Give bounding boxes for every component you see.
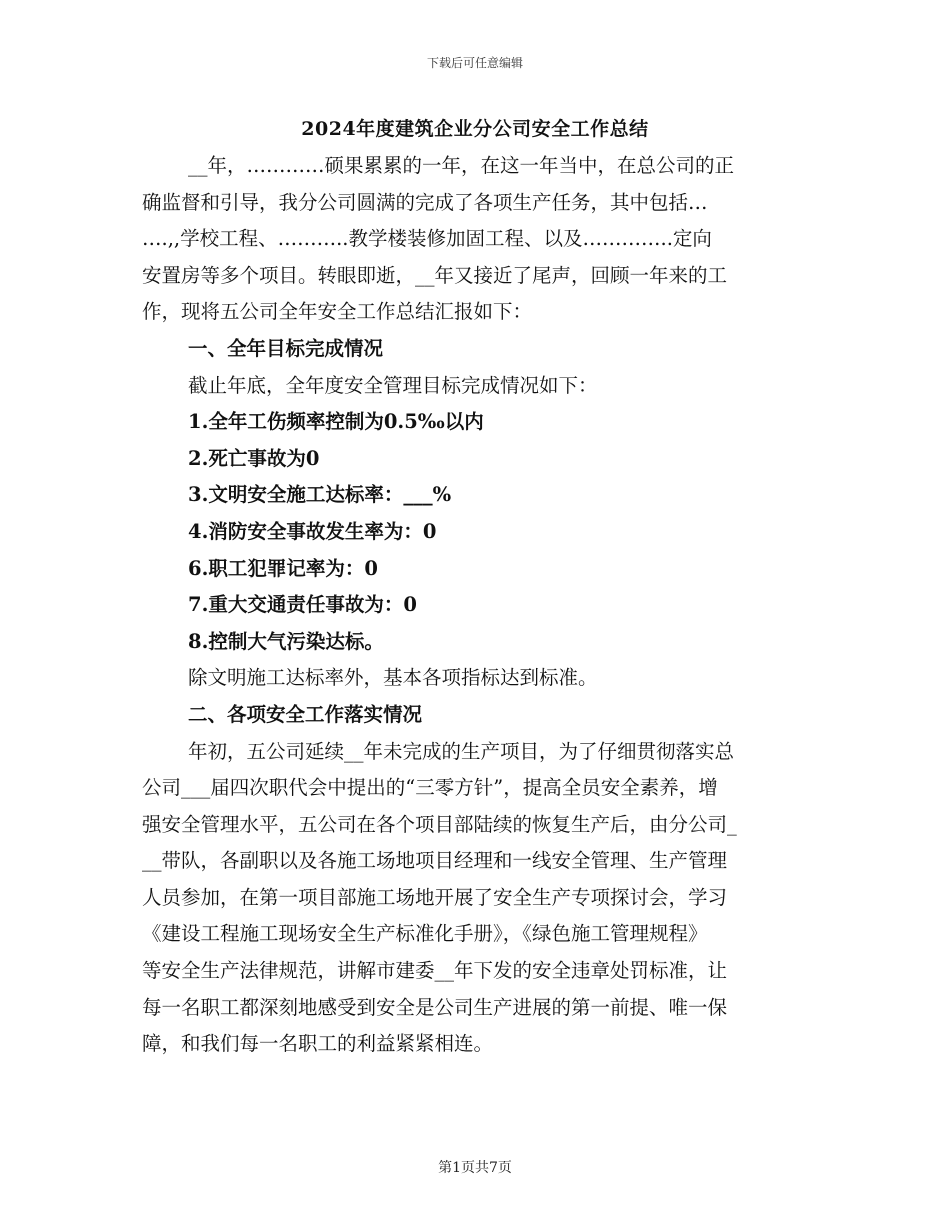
- paragraph-line: 人员参加，在第一项目部施工场地开展了安全生产专项探讨会，学习: [142, 885, 728, 909]
- paragraph-line: ….,,学校工程、………..教学楼装修加固工程、以及…………..定向: [142, 227, 712, 251]
- paragraph-line: 每一名职工都深刻地感受到安全是公司生产进展的第一前提、唯一保: [142, 995, 728, 1019]
- paragraph-line: 公司___届四次职代会中提出的“三零方针”，提高全员安全素养，增: [142, 776, 718, 800]
- target-list-item: 8.控制大气污染达标。: [188, 629, 384, 653]
- paragraph-line: 等安全生产法律规范，讲解市建委__年下发的安全违章处罚标准，让: [142, 959, 728, 983]
- target-list-item: 4.消防安全事故发生率为：0: [188, 519, 437, 543]
- page-number: 第1页共7页: [438, 1160, 512, 1176]
- page-header-note: 下载后可任意编辑: [426, 56, 523, 70]
- document-title: 2024年度建筑企业分公司安全工作总结: [301, 118, 649, 140]
- paragraph-line: 截止年底，全年度安全管理目标完成情况如下：: [188, 373, 598, 397]
- paragraph-line: 《建设工程施工现场安全生产标准化手册》，《绿色施工管理规程》: [142, 922, 708, 946]
- target-list-item: 3.文明安全施工达标率：___%: [188, 483, 452, 507]
- target-list-item: 6.职工犯罪记率为：0: [188, 556, 378, 580]
- paragraph-line: 障，和我们每一名职工的利益紧紧相连。: [142, 1032, 494, 1056]
- paragraph-line: __带队，各副职以及各施工场地项目经理和一线安全管理、生产管理: [142, 849, 728, 873]
- section-heading: 二、各项安全工作落实情况: [188, 702, 423, 726]
- paragraph-line: 除文明施工达标率外，基本各项指标达到标准。: [188, 666, 598, 690]
- document-body: [142, 148, 808, 1063]
- section-heading: 一、全年目标完成情况: [188, 336, 384, 360]
- target-list-item: 2.死亡事故为0: [188, 446, 320, 470]
- target-list-item: 7.重大交通责任事故为：0: [188, 593, 417, 617]
- target-list-item: 1.全年工伤频率控制为0.5‰以内: [188, 410, 484, 434]
- paragraph-line: __年，…………硕果累累的一年，在这一年当中，在总公司的正: [188, 154, 735, 177]
- paragraph-line: 年初，五公司延续__年未完成的生产项目，为了仔细贯彻落实总: [188, 739, 735, 763]
- paragraph-line: 强安全管理水平，五公司在各个项目部陆续的恢复生产后，由分公司_: [142, 812, 737, 836]
- paragraph-line: 确监督和引导，我分公司圆满的完成了各项生产任务，其中包括…: [142, 190, 708, 214]
- paragraph-line: 安置房等多个项目。转眼即逝，__年又接近了尾声，回顾一年来的工: [142, 263, 728, 287]
- paragraph-line: 作，现将五公司全年安全工作总结汇报如下：: [142, 300, 533, 324]
